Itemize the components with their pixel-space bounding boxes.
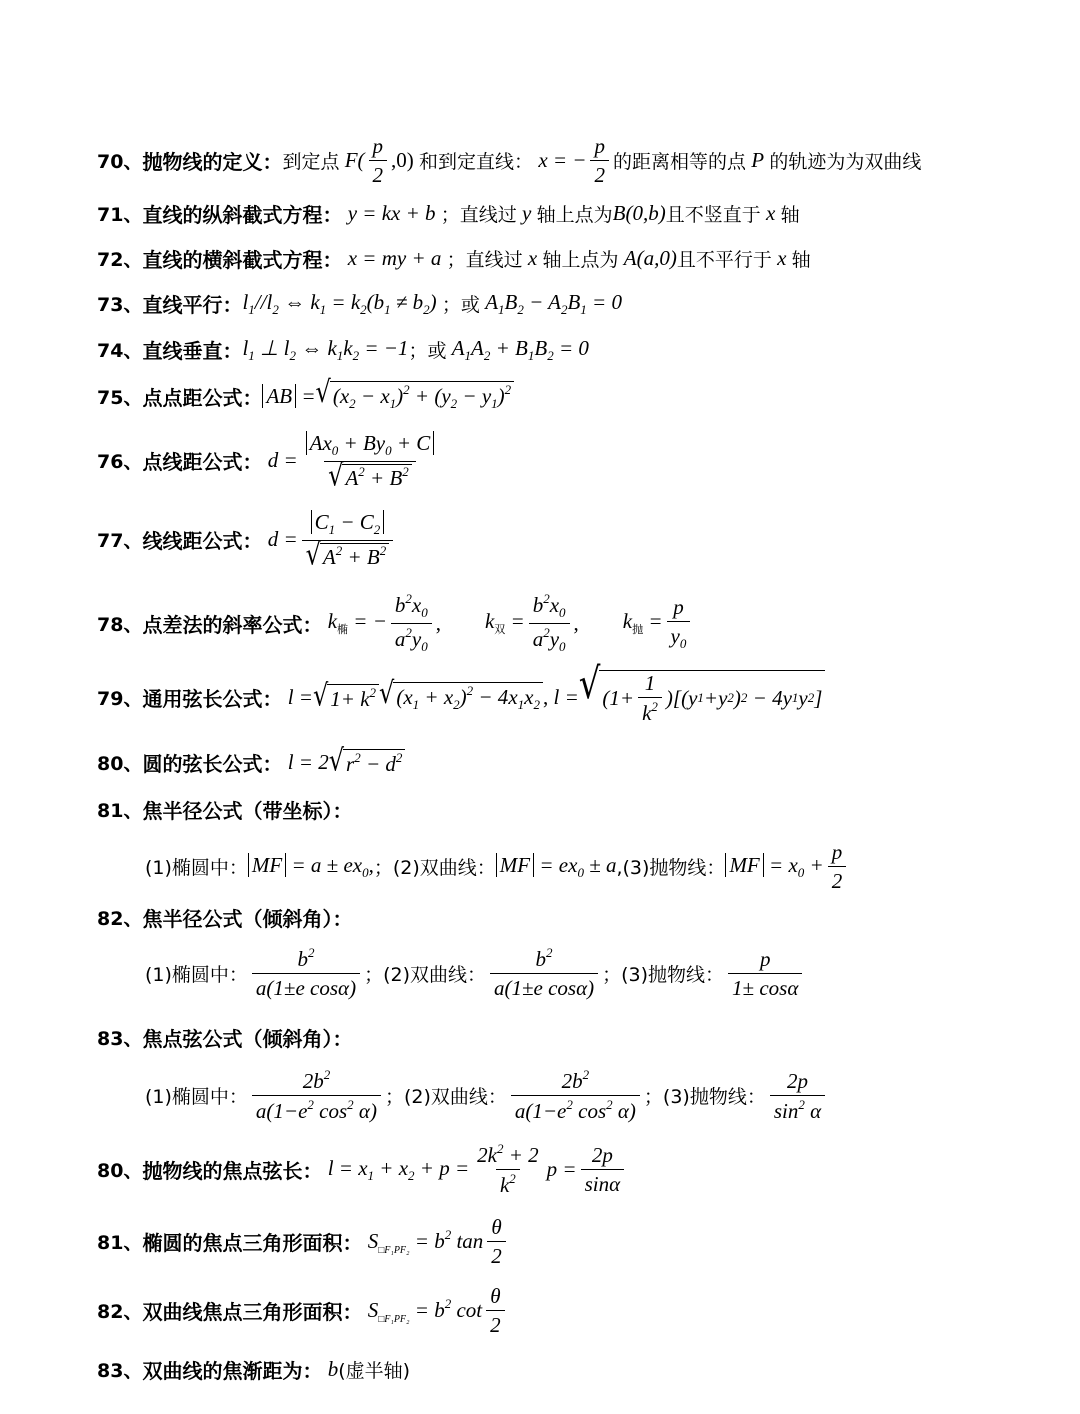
fraction: $\frac{p}{1\pm \cos\alpha}$ <box>728 947 802 1000</box>
item-73 <box>97 289 622 318</box>
formula: x = my + a <box>342 246 447 270</box>
item-75 <box>97 374 514 412</box>
item-83-asymptote-distance <box>97 1355 410 1384</box>
item-text: ；(3)抛物线： <box>643 1086 766 1109</box>
item-80 <box>97 742 405 778</box>
item-text: 的距离相等的点 <box>612 151 746 174</box>
item-81-body <box>145 840 850 893</box>
item-83-title <box>97 1023 352 1052</box>
formula: $l_1$ ⊥ $l_2$ ⇔ $k_1k_2 = -1$ <box>242 335 409 363</box>
formula: $S_{□F_1PF_2} = b^2$ cot <box>362 1296 483 1326</box>
item-text: ,(3)抛物线： <box>616 857 726 880</box>
item-title: 点差法的斜率公式： <box>142 612 323 637</box>
formula: $A_1A_2 + B_1B_2 = 0$ <box>446 335 589 363</box>
square-root: √ (1+ $\frac{1}{k^2}$ )[( y 1 + y 2 ) 2 − 4 y 1 y 2 ] <box>579 670 826 725</box>
fraction: $\frac{2k^2 + 2}{k^2}$ <box>477 1141 539 1198</box>
item-title: 圆的弦长公式： <box>142 752 283 776</box>
item-70 <box>97 134 921 187</box>
item-title: 双曲线焦点三角形面积： <box>142 1300 363 1325</box>
item-text: ；直线过 <box>440 204 517 226</box>
fraction: $\frac{2p}{\sin\alpha}$ <box>581 1143 625 1196</box>
formula: x <box>760 201 781 225</box>
formula: AB = <box>262 384 315 409</box>
fraction: $\frac{\theta}{2}$ <box>486 1284 505 1337</box>
item-text: 轴 <box>791 249 811 271</box>
formula: x <box>771 246 792 270</box>
formula: $l = x_1 + x_2 + p$ = <box>322 1155 470 1183</box>
formula: MF = $x_0$ + <box>725 853 823 881</box>
formula: $k_双$ = <box>484 609 525 637</box>
item-71 <box>97 199 800 228</box>
formula: d = <box>262 448 298 473</box>
item-82-body <box>145 946 806 1000</box>
formula: B(0,b) <box>612 201 666 225</box>
item-text: (1)椭圆中： <box>145 1086 248 1109</box>
fraction: $\frac{p}{y_0}$ <box>667 595 691 652</box>
item-82-hyperbola-area <box>97 1284 509 1337</box>
item-number: 80、 <box>97 1160 143 1183</box>
item-number: 83、 <box>97 1360 143 1382</box>
item-text: (1)椭圆中： <box>145 857 248 880</box>
item-83-body <box>145 1068 829 1123</box>
formula: ,0) <box>391 148 420 173</box>
item-title: 直线的横斜截式方程： <box>142 248 343 272</box>
item-72 <box>97 244 811 273</box>
item-title: 直线垂直： <box>142 339 243 363</box>
item-77 <box>97 510 397 573</box>
item-title: 直线的纵斜截式方程： <box>142 203 343 227</box>
formula: MF = $a \pm ex_0$, <box>248 853 374 881</box>
fraction: $\frac{b^2x_0}{a^2y_0}$ <box>391 592 432 655</box>
formula: l = <box>553 685 579 710</box>
item-title: 通用弦长公式： <box>142 687 283 712</box>
formula: x = − <box>533 148 587 173</box>
item-text: ；或 <box>408 340 447 362</box>
item-text: 且不竖直于 <box>665 204 761 226</box>
formula: MF = $ex_0 \pm a$ <box>496 853 617 881</box>
formula: p = <box>546 1157 577 1182</box>
item-number: 74、 <box>97 340 143 362</box>
item-title: 直线平行： <box>142 293 243 317</box>
item-text: 到定点 <box>282 151 340 174</box>
item-80-focal-chord <box>97 1142 628 1197</box>
fraction: $\frac{b^2}{\text{a(1±e cosα)}}$ <box>490 946 598 1000</box>
item-title: 点点距公式： <box>142 386 263 410</box>
item-title: 焦点弦公式（倾斜角）： <box>142 1027 353 1051</box>
item-number: 81、 <box>97 800 143 822</box>
item-74 <box>97 335 589 364</box>
subscript-label: 椭 <box>337 623 349 637</box>
item-number: 73、 <box>97 294 143 316</box>
formula: $S_{□F_1PF_2} = b^2$ tan <box>362 1227 484 1257</box>
item-text: ；(2)双曲线： <box>384 1086 507 1109</box>
formula: l = 2 <box>282 750 329 774</box>
item-number: 75、 <box>97 387 143 409</box>
item-title: 点线距公式： <box>142 450 263 475</box>
fraction: $\frac{2b^2}{a(1-e^2 \cos^2 \alpha)}$ <box>511 1068 640 1123</box>
item-number: 82、 <box>97 1301 143 1324</box>
formula: P <box>746 148 770 173</box>
fraction: $\frac{p}{2}$ <box>369 134 388 187</box>
item-text: 的轨迹为为双曲线 <box>769 151 922 174</box>
formula: x <box>522 246 543 270</box>
formula: b <box>322 1357 339 1381</box>
item-number: 80、 <box>97 753 143 775</box>
formula: y = kx + b <box>342 201 441 225</box>
formula: l = <box>282 685 313 710</box>
subscript-label: 抛 <box>632 623 644 637</box>
fraction: $\frac{b^2x_0}{a^2y_0}$ <box>529 592 570 655</box>
item-76 <box>97 431 442 494</box>
formula: y <box>516 201 537 225</box>
formula: $A_1B_2 - A_2B_1 = 0$ <box>479 289 622 317</box>
item-number: 78、 <box>97 613 143 636</box>
fraction: $\frac{p}{2}$ <box>590 134 609 187</box>
item-text: 轴上点为 <box>542 249 619 271</box>
fraction: $C_1 - C_2$ √ $A^2 + B^2$ <box>302 510 394 569</box>
item-number: 83、 <box>97 1028 143 1050</box>
fraction: $\frac{b^2}{\text{a(1±e cosα)}}$ <box>252 946 360 1000</box>
item-number: 82、 <box>97 908 143 930</box>
square-root: √ $r^2 - d^2$ <box>329 749 406 777</box>
formula: $k_椭$ = − <box>322 609 387 637</box>
formula: , <box>435 610 441 635</box>
item-text: 轴上点为 <box>536 204 613 226</box>
item-number: 70、 <box>97 151 143 174</box>
fraction: $\frac{2b^2}{a(1-e^2 \cos^2 \alpha)}$ <box>252 1068 381 1123</box>
formula: , <box>573 610 579 635</box>
item-text: 轴 <box>780 204 800 226</box>
item-title: 椭圆的焦点三角形面积： <box>142 1231 363 1256</box>
square-root: √ $1+ k^2$ <box>313 684 379 712</box>
item-79 <box>97 659 825 726</box>
item-text: 和到定直线： <box>419 151 534 174</box>
item-title: 焦半径公式（带坐标）： <box>142 799 353 823</box>
item-text: ；(2)双曲线： <box>373 857 496 880</box>
square-root: √ $(x_2 - x_1)^2 + (y_2 - y_1)^2$ <box>316 381 515 412</box>
fraction: $\frac{p}{2}$ <box>828 840 847 893</box>
formula: , <box>542 685 554 710</box>
item-number: 76、 <box>97 451 143 474</box>
item-text: (虚半轴) <box>338 1360 411 1382</box>
item-text: ；(2)双曲线： <box>364 963 486 986</box>
item-number: 77、 <box>97 530 143 553</box>
item-text: ；直线过 <box>446 249 523 271</box>
formula: $l_1//l_2$ ⇔ $k_1 = k_2(b_1 \ne b_2)$ <box>242 289 437 317</box>
item-text: 且不平行于 <box>676 249 772 271</box>
fraction: $Ax_0 + By_0 + C$ √ $A^2 + B^2$ <box>302 431 439 490</box>
formula: A(a,0) <box>618 246 677 270</box>
item-number: 71、 <box>97 204 143 226</box>
formula: d = <box>262 527 298 552</box>
subscript-label: 双 <box>494 623 506 637</box>
item-text: ；(3)抛物线： <box>602 963 725 986</box>
item-number: 72、 <box>97 249 143 271</box>
item-title: 双曲线的焦渐距为： <box>142 1359 323 1383</box>
item-number: 79、 <box>97 688 143 711</box>
item-title: 线线距公式： <box>142 529 263 554</box>
item-text: (1)椭圆中： <box>145 963 248 986</box>
item-81-title <box>97 795 352 824</box>
fraction: $\frac{\theta}{2}$ <box>487 1215 506 1268</box>
item-title: 焦半径公式（倾斜角）： <box>142 907 353 931</box>
formula: $k_抛$ = <box>622 609 663 637</box>
formula: F( <box>339 148 365 173</box>
item-81-ellipse-area <box>97 1215 510 1268</box>
item-text: ；或 <box>441 294 480 316</box>
item-78 <box>97 592 694 655</box>
fraction: $\frac{2p}{\sin^2 \alpha}$ <box>770 1069 825 1123</box>
item-82-title <box>97 903 352 932</box>
item-title: 抛物线的焦点弦长： <box>142 1159 323 1184</box>
item-title: 抛物线的定义： <box>142 150 283 175</box>
square-root: √ $(x_1 + x_2)^2 - 4x_1x_2$ <box>379 682 543 713</box>
item-number: 81、 <box>97 1232 143 1255</box>
